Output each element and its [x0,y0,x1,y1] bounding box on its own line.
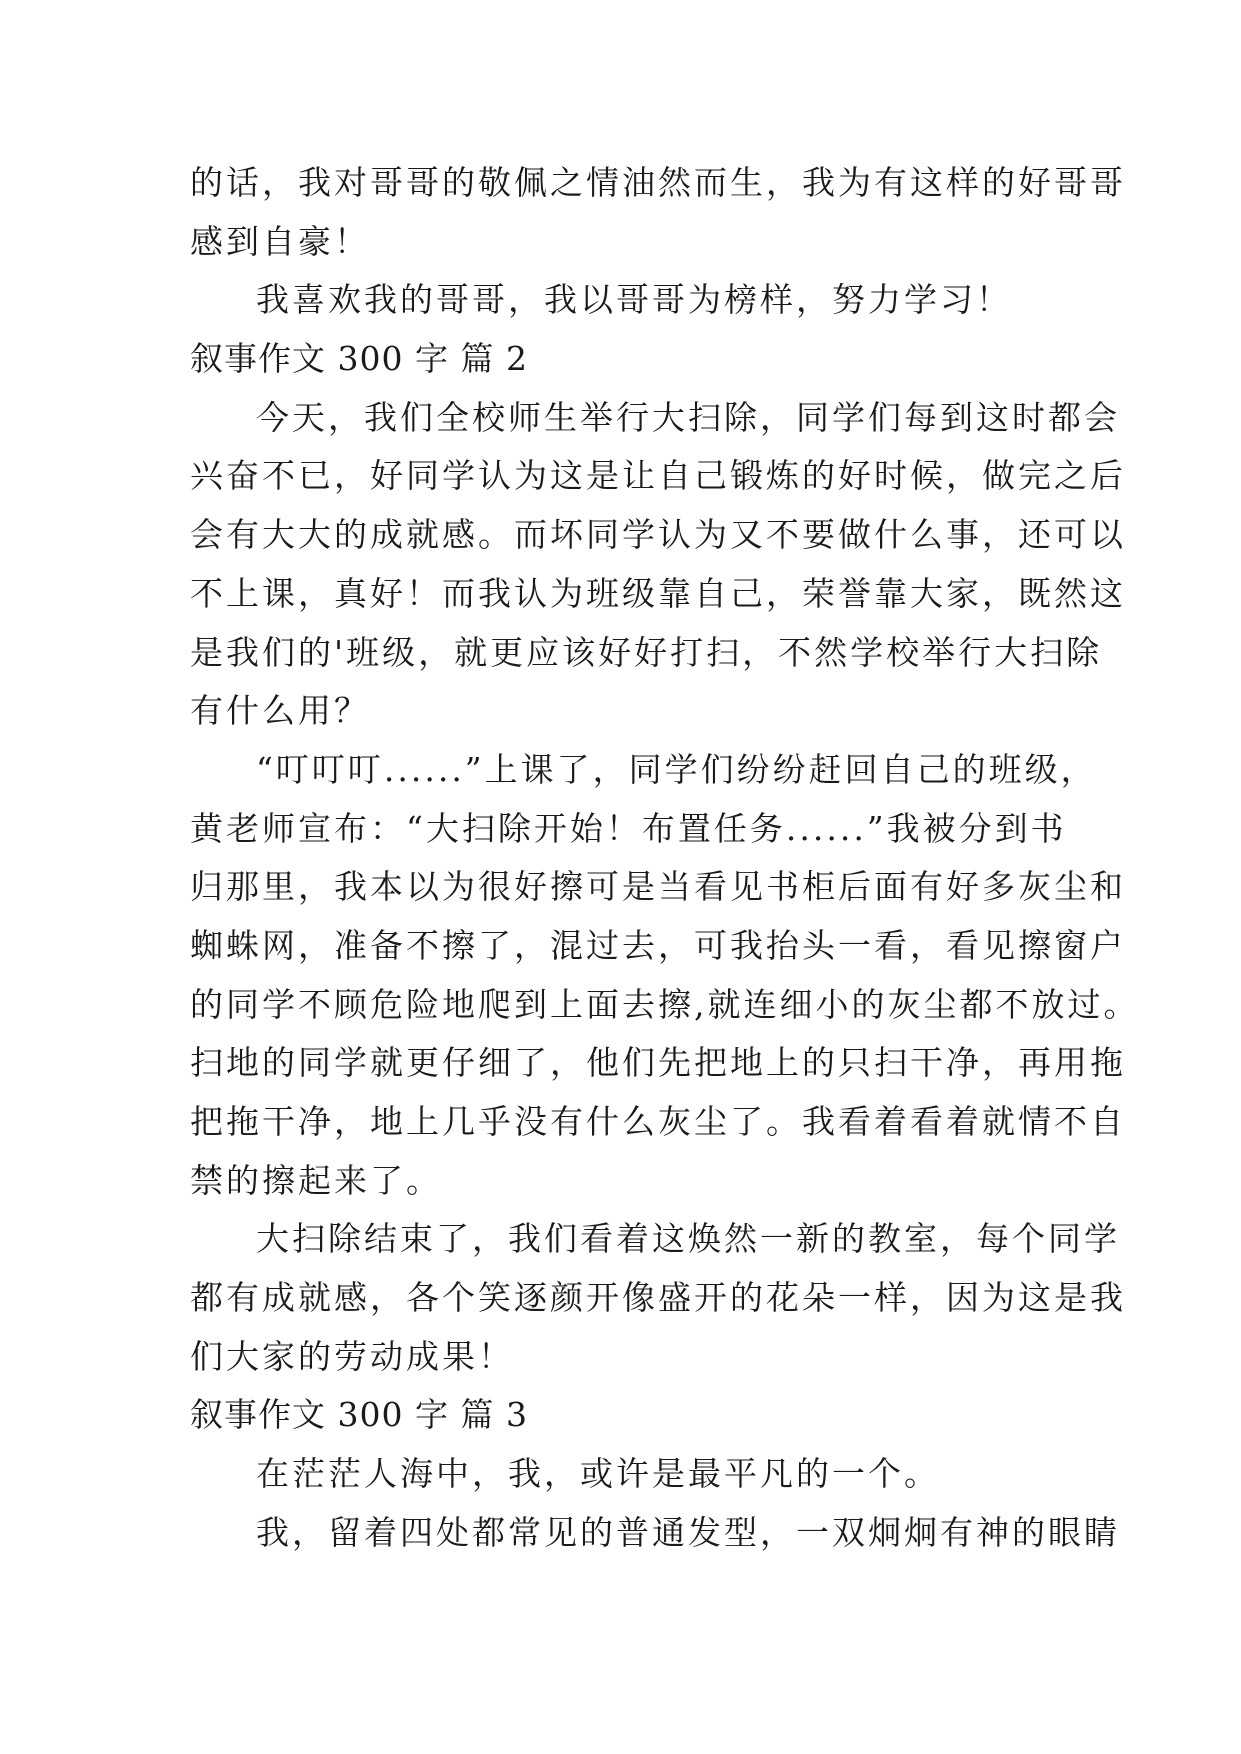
text-line: 的同学不顾危险地爬到上面去擦,就连细小的灰尘都不放过。 [190,984,1140,1024]
text-line: 感到自豪！ [190,221,370,261]
text-line: 禁的擦起来了。 [190,1160,442,1200]
paragraph-start-line: 大扫除结束了，我们看着这焕然一新的教室，每个同学 [256,1219,1120,1259]
text-line: 不上课，真好！而我认为班级靠自己，荣誉靠大家，既然这 [190,573,1126,613]
text-line: 有什么用？ [190,691,370,731]
text-line: 蜘蛛网，准备不擦了，混过去，可我抬头一看，看见擦窗户 [190,925,1126,965]
paragraph-start-line: 在茫茫人海中，我，或许是最平凡的一个。 [256,1454,940,1494]
text-line: 都有成就感，各个笑逐颜开像盛开的花朵一样，因为这是我 [190,1278,1126,1318]
text-line: 归那里，我本以为很好擦可是当看见书柜后面有好多灰尘和 [190,867,1126,907]
text-line: 们大家的劳动成果！ [190,1336,514,1376]
paragraph-start-line: “叮叮叮......”上课了，同学们纷纷赶回自己的班级， [256,749,1097,789]
text-line: 黄老师宣布：“大扫除开始！布置任务......”我被分到书 [190,808,1067,848]
section-heading: 叙事作文 300 字 篇 2 [190,339,528,379]
paragraph-start-line: 我喜欢我的哥哥，我以哥哥为榜样，努力学习！ [256,280,1012,320]
text-line: 会有大大的成就感。而坏同学认为又不要做什么事，还可以 [190,515,1126,555]
document-body [190,154,1140,1563]
paragraph-start-line: 今天，我们全校师生举行大扫除，同学们每到这时都会 [256,397,1120,437]
section-heading: 叙事作文 300 字 篇 3 [190,1395,528,1435]
text-line: 兴奋不已，好同学认为这是让自己锻炼的好时候，做完之后 [190,456,1126,496]
text-line: 把拖干净，地上几乎没有什么灰尘了。我看着看着就情不自 [190,1102,1126,1141]
paragraph-start-line: 我，留着四处都常见的普通发型，一双炯炯有神的眼睛 [256,1512,1120,1552]
text-line: 的话，我对哥哥的敬佩之情油然而生，我为有这样的好哥哥 [190,163,1126,202]
text-line: 扫地的同学就更仔细了，他们先把地上的只扫干净，再用拖 [190,1043,1126,1083]
text-line: 是我们的'班级，就更应该好好打扫，不然学校举行大扫除 [190,632,1103,672]
